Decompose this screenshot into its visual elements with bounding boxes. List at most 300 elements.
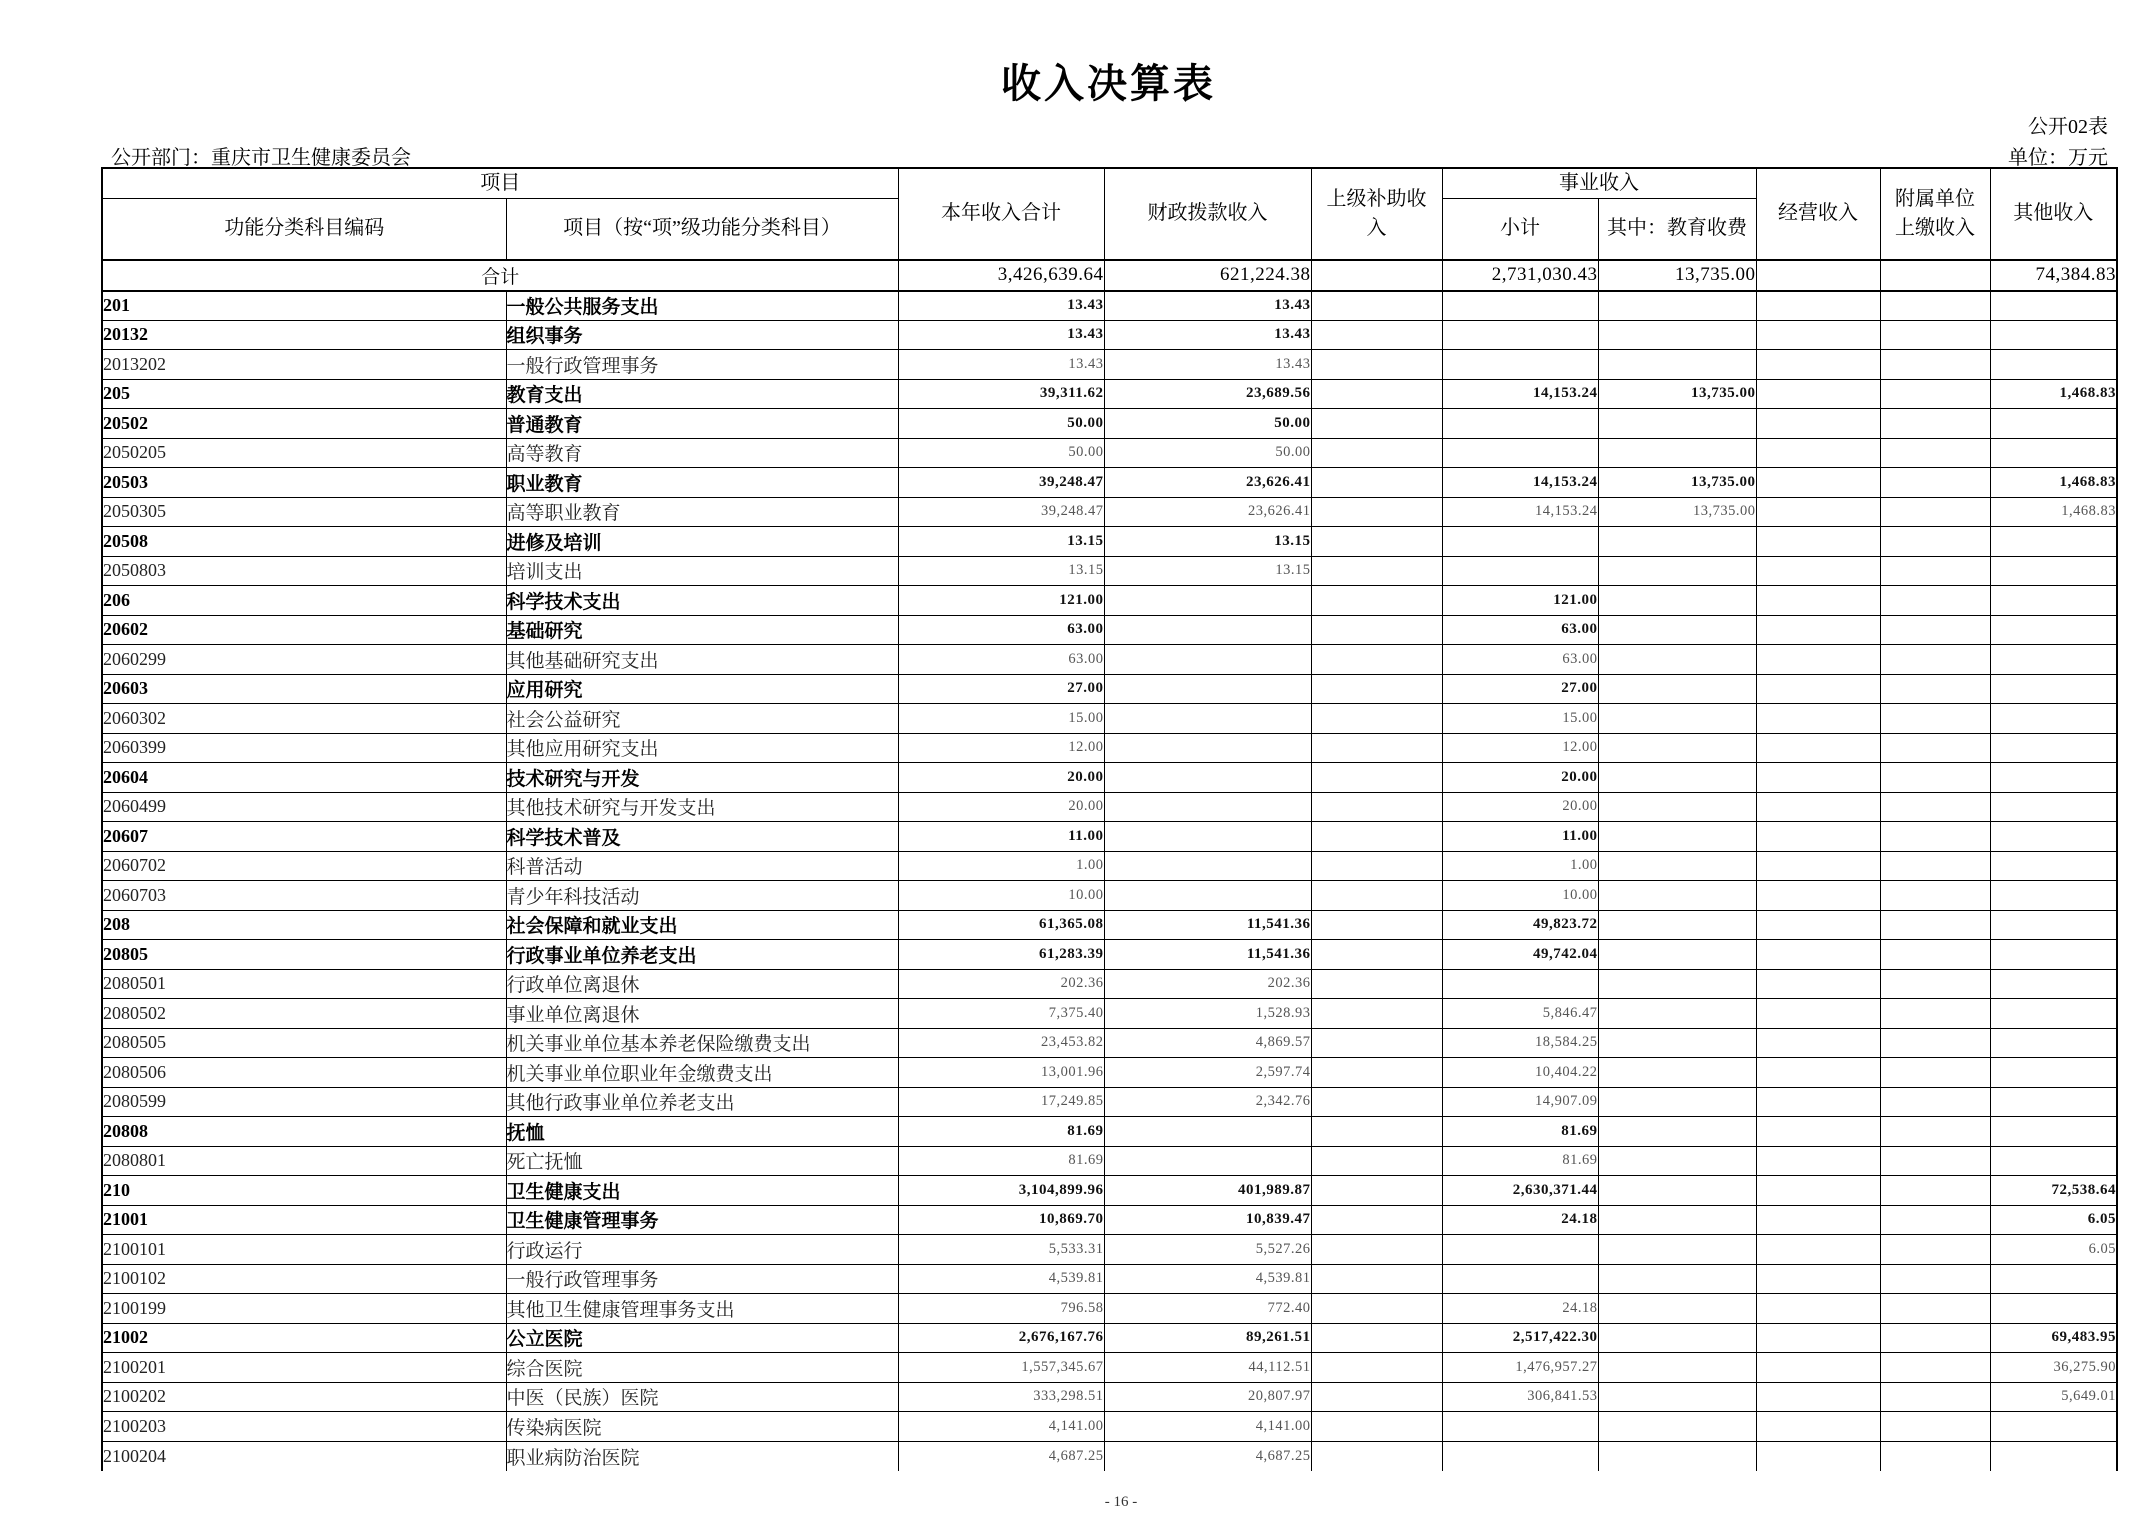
total-row bbox=[102, 260, 2117, 291]
total-income-cell: 333,298.51 bbox=[898, 1382, 1104, 1412]
name-cell: 公立医院 bbox=[506, 1323, 898, 1353]
education-fee-cell bbox=[1598, 851, 1756, 881]
table-row bbox=[102, 615, 2117, 645]
education-fee-cell bbox=[1598, 350, 1756, 380]
name-cell: 职业病防治医院 bbox=[506, 1441, 898, 1471]
operating-income-cell bbox=[1756, 1058, 1880, 1088]
affiliated-remittance-cell bbox=[1880, 438, 1990, 468]
total-income-cell: 61,365.08 bbox=[898, 910, 1104, 940]
table-row bbox=[102, 1441, 2117, 1471]
name-cell: 机关事业单位职业年金缴费支出 bbox=[506, 1058, 898, 1088]
fiscal-appropriation-cell: 10,839.47 bbox=[1104, 1205, 1311, 1235]
code-cell: 2050305 bbox=[102, 497, 506, 527]
superior-subsidy-cell bbox=[1311, 763, 1442, 793]
code-cell: 2080801 bbox=[102, 1146, 506, 1176]
code-cell: 2080502 bbox=[102, 999, 506, 1029]
operating-income-cell bbox=[1756, 1323, 1880, 1353]
affiliated-remittance-cell bbox=[1880, 586, 1990, 616]
total-income-cell: 121.00 bbox=[898, 586, 1104, 616]
fiscal-appropriation-cell: 50.00 bbox=[1104, 438, 1311, 468]
business-subtotal-cell: 306,841.53 bbox=[1442, 1382, 1598, 1412]
table-row bbox=[102, 586, 2117, 616]
name-cell: 科学技术普及 bbox=[506, 822, 898, 852]
affiliated-remittance-cell bbox=[1880, 291, 1990, 321]
header-superior-subsidy bbox=[1311, 168, 1442, 260]
operating-income-cell bbox=[1756, 556, 1880, 586]
affiliated-remittance-cell bbox=[1880, 645, 1990, 675]
business-subtotal-cell: 63.00 bbox=[1442, 645, 1598, 675]
education-fee-cell bbox=[1598, 1294, 1756, 1324]
total-income-cell: 39,248.47 bbox=[898, 497, 1104, 527]
code-cell: 2080599 bbox=[102, 1087, 506, 1117]
other-income-cell bbox=[1990, 940, 2117, 970]
superior-subsidy-cell bbox=[1311, 733, 1442, 763]
name-cell: 其他应用研究支出 bbox=[506, 733, 898, 763]
affiliated-remittance-cell bbox=[1880, 881, 1990, 911]
code-cell: 2050803 bbox=[102, 556, 506, 586]
total-income-cell: 27.00 bbox=[898, 674, 1104, 704]
education-fee-cell bbox=[1598, 910, 1756, 940]
header-item: 项目 bbox=[102, 168, 898, 199]
fiscal-appropriation-cell: 11,541.36 bbox=[1104, 910, 1311, 940]
table-header bbox=[102, 168, 2117, 260]
table-row bbox=[102, 645, 2117, 675]
total-income-cell: 81.69 bbox=[898, 1146, 1104, 1176]
other-income-cell bbox=[1990, 1294, 2117, 1324]
other-income-cell bbox=[1990, 350, 2117, 380]
name-cell: 其他基础研究支出 bbox=[506, 645, 898, 675]
business-subtotal-cell: 24.18 bbox=[1442, 1205, 1598, 1235]
table-row bbox=[102, 851, 2117, 881]
superior-subsidy-cell bbox=[1311, 1028, 1442, 1058]
total-income-cell: 81.69 bbox=[898, 1117, 1104, 1147]
code-cell: 2100201 bbox=[102, 1353, 506, 1383]
fiscal-appropriation-cell: 89,261.51 bbox=[1104, 1323, 1311, 1353]
code-cell: 205 bbox=[102, 379, 506, 409]
other-income-cell bbox=[1990, 999, 2117, 1029]
other-income-cell bbox=[1990, 1087, 2117, 1117]
operating-income-cell bbox=[1756, 1264, 1880, 1294]
table-row bbox=[102, 940, 2117, 970]
operating-income-cell bbox=[1756, 468, 1880, 498]
code-cell: 20607 bbox=[102, 822, 506, 852]
superior-subsidy-cell bbox=[1311, 1117, 1442, 1147]
affiliated-remittance-cell bbox=[1880, 320, 1990, 350]
other-income-cell bbox=[1990, 556, 2117, 586]
other-income-cell bbox=[1990, 1441, 2117, 1471]
table-row bbox=[102, 468, 2117, 498]
other-income-cell bbox=[1990, 645, 2117, 675]
superior-subsidy-cell bbox=[1311, 1294, 1442, 1324]
name-cell: 机关事业单位基本养老保险缴费支出 bbox=[506, 1028, 898, 1058]
education-fee-cell bbox=[1598, 586, 1756, 616]
fiscal-appropriation-cell: 44,112.51 bbox=[1104, 1353, 1311, 1383]
education-fee-cell bbox=[1598, 291, 1756, 321]
total-income-cell: 61,283.39 bbox=[898, 940, 1104, 970]
affiliated-remittance-cell bbox=[1880, 1294, 1990, 1324]
operating-income-cell bbox=[1756, 497, 1880, 527]
table-row bbox=[102, 999, 2117, 1029]
fiscal-appropriation-cell: 772.40 bbox=[1104, 1294, 1311, 1324]
education-fee-cell bbox=[1598, 1087, 1756, 1117]
operating-income-cell bbox=[1756, 409, 1880, 439]
total-income-cell: 1,557,345.67 bbox=[898, 1353, 1104, 1383]
business-subtotal-cell: 121.00 bbox=[1442, 586, 1598, 616]
name-cell: 青少年科技活动 bbox=[506, 881, 898, 911]
name-cell: 社会保障和就业支出 bbox=[506, 910, 898, 940]
business-subtotal-cell: 18,584.25 bbox=[1442, 1028, 1598, 1058]
header-education-fee: 其中：教育收费 bbox=[1598, 199, 1756, 260]
fiscal-appropriation-cell bbox=[1104, 645, 1311, 675]
superior-subsidy-cell bbox=[1311, 851, 1442, 881]
business-subtotal-cell: 1.00 bbox=[1442, 851, 1598, 881]
superior-subsidy-cell bbox=[1311, 969, 1442, 999]
superior-subsidy-cell bbox=[1311, 881, 1442, 911]
total-income-cell: 10.00 bbox=[898, 881, 1104, 911]
code-cell: 21002 bbox=[102, 1323, 506, 1353]
affiliated-remittance-cell bbox=[1880, 1353, 1990, 1383]
name-cell: 高等教育 bbox=[506, 438, 898, 468]
fiscal-appropriation-cell: 1,528.93 bbox=[1104, 999, 1311, 1029]
superior-subsidy-cell bbox=[1311, 291, 1442, 321]
code-cell: 2100203 bbox=[102, 1412, 506, 1442]
business-subtotal-cell bbox=[1442, 320, 1598, 350]
superior-subsidy-cell bbox=[1311, 910, 1442, 940]
table-row bbox=[102, 1205, 2117, 1235]
total-income-cell: 39,311.62 bbox=[898, 379, 1104, 409]
table-body bbox=[102, 291, 2117, 1471]
page-number: - 16 - bbox=[1104, 1494, 1138, 1510]
total-income-cell: 13.15 bbox=[898, 556, 1104, 586]
header-total-income: 本年收入合计 bbox=[898, 168, 1104, 260]
name-cell: 其他行政事业单位养老支出 bbox=[506, 1087, 898, 1117]
code-cell: 2060703 bbox=[102, 881, 506, 911]
name-cell: 一般公共服务支出 bbox=[506, 291, 898, 321]
fiscal-appropriation-cell bbox=[1104, 792, 1311, 822]
business-subtotal-cell: 5,846.47 bbox=[1442, 999, 1598, 1029]
education-fee-cell: 13,735.00 bbox=[1598, 497, 1756, 527]
header-business-subtotal: 小计 bbox=[1442, 199, 1598, 260]
total-income-cell: 12.00 bbox=[898, 733, 1104, 763]
education-fee-cell bbox=[1598, 704, 1756, 734]
total-income-cell: 3,104,899.96 bbox=[898, 1176, 1104, 1206]
code-cell: 2013202 bbox=[102, 350, 506, 380]
name-cell: 行政运行 bbox=[506, 1235, 898, 1265]
business-subtotal-cell: 63.00 bbox=[1442, 615, 1598, 645]
other-income-cell bbox=[1990, 438, 2117, 468]
education-fee-cell bbox=[1598, 1323, 1756, 1353]
header-affiliated-remittance bbox=[1880, 168, 1990, 260]
superior-subsidy-cell bbox=[1311, 1353, 1442, 1383]
business-subtotal-cell bbox=[1442, 438, 1598, 468]
education-fee-cell bbox=[1598, 1205, 1756, 1235]
operating-income-cell bbox=[1756, 763, 1880, 793]
education-fee-cell bbox=[1598, 1117, 1756, 1147]
code-cell: 20604 bbox=[102, 763, 506, 793]
affiliated-remittance-cell bbox=[1880, 260, 1990, 291]
education-fee-cell bbox=[1598, 1441, 1756, 1471]
business-subtotal-cell bbox=[1442, 1441, 1598, 1471]
affiliated-remittance-cell bbox=[1880, 822, 1990, 852]
operating-income-cell bbox=[1756, 1441, 1880, 1471]
operating-income-cell bbox=[1756, 733, 1880, 763]
other-income-cell bbox=[1990, 881, 2117, 911]
superior-subsidy-cell bbox=[1311, 999, 1442, 1029]
business-subtotal-cell: 81.69 bbox=[1442, 1117, 1598, 1147]
affiliated-remittance-cell bbox=[1880, 1028, 1990, 1058]
operating-income-cell bbox=[1756, 910, 1880, 940]
total-income-cell: 13.43 bbox=[898, 320, 1104, 350]
business-subtotal-cell: 15.00 bbox=[1442, 704, 1598, 734]
affiliated-remittance-cell bbox=[1880, 733, 1990, 763]
fiscal-appropriation-cell: 401,989.87 bbox=[1104, 1176, 1311, 1206]
total-income-cell: 39,248.47 bbox=[898, 468, 1104, 498]
affiliated-remittance-cell bbox=[1880, 1264, 1990, 1294]
operating-income-cell bbox=[1756, 674, 1880, 704]
fiscal-appropriation-cell bbox=[1104, 704, 1311, 734]
name-cell: 一般行政管理事务 bbox=[506, 1264, 898, 1294]
name-cell: 其他技术研究与开发支出 bbox=[506, 792, 898, 822]
superior-subsidy-cell bbox=[1311, 497, 1442, 527]
header-code: 功能分类科目编码 bbox=[102, 199, 506, 260]
other-income-cell: 6.05 bbox=[1990, 1235, 2117, 1265]
other-income-cell bbox=[1990, 969, 2117, 999]
operating-income-cell bbox=[1756, 822, 1880, 852]
total-label: 合计 bbox=[102, 260, 898, 291]
other-income-cell: 1,468.83 bbox=[1990, 497, 2117, 527]
name-cell: 高等职业教育 bbox=[506, 497, 898, 527]
table-row bbox=[102, 1382, 2117, 1412]
name-cell: 科普活动 bbox=[506, 851, 898, 881]
header-name: 项目（按“项”级功能分类科目） bbox=[506, 199, 898, 260]
fiscal-appropriation-cell: 11,541.36 bbox=[1104, 940, 1311, 970]
affiliated-remittance-cell bbox=[1880, 763, 1990, 793]
affiliated-remittance-cell bbox=[1880, 674, 1990, 704]
other-income-cell bbox=[1990, 1117, 2117, 1147]
affiliated-remittance-cell bbox=[1880, 1323, 1990, 1353]
header-other-income: 其他收入 bbox=[1990, 168, 2117, 260]
education-fee-cell bbox=[1598, 822, 1756, 852]
name-cell: 事业单位离退休 bbox=[506, 999, 898, 1029]
table-row bbox=[102, 910, 2117, 940]
header-fiscal-appropriation: 财政拨款收入 bbox=[1104, 168, 1311, 260]
other-income-cell bbox=[1990, 851, 2117, 881]
superior-subsidy-cell bbox=[1311, 1412, 1442, 1442]
total-income-cell: 15.00 bbox=[898, 704, 1104, 734]
fiscal-appropriation-cell: 4,687.25 bbox=[1104, 1441, 1311, 1471]
fiscal-appropriation-cell: 13.15 bbox=[1104, 556, 1311, 586]
table-row bbox=[102, 1176, 2117, 1206]
fiscal-appropriation-cell bbox=[1104, 1146, 1311, 1176]
superior-subsidy-cell bbox=[1311, 1382, 1442, 1412]
fiscal-appropriation-cell bbox=[1104, 586, 1311, 616]
superior-subsidy-cell bbox=[1311, 1441, 1442, 1471]
code-cell: 21001 bbox=[102, 1205, 506, 1235]
other-income-cell bbox=[1990, 409, 2117, 439]
name-cell: 行政单位离退休 bbox=[506, 969, 898, 999]
business-subtotal-cell: 49,823.72 bbox=[1442, 910, 1598, 940]
name-cell: 进修及培训 bbox=[506, 527, 898, 557]
fiscal-appropriation-cell bbox=[1104, 851, 1311, 881]
total-income-cell: 50.00 bbox=[898, 438, 1104, 468]
affiliated-remittance-cell bbox=[1880, 1058, 1990, 1088]
table-row bbox=[102, 1146, 2117, 1176]
table-row bbox=[102, 379, 2117, 409]
operating-income-cell bbox=[1756, 940, 1880, 970]
superior-subsidy-cell bbox=[1311, 468, 1442, 498]
affiliated-remittance-cell bbox=[1880, 1087, 1990, 1117]
business-subtotal-cell: 2,630,371.44 bbox=[1442, 1176, 1598, 1206]
education-fee-cell bbox=[1598, 1058, 1756, 1088]
name-cell: 应用研究 bbox=[506, 674, 898, 704]
affiliated-remittance-cell bbox=[1880, 1176, 1990, 1206]
table-row bbox=[102, 1235, 2117, 1265]
name-cell: 死亡抚恤 bbox=[506, 1146, 898, 1176]
code-cell: 2080506 bbox=[102, 1058, 506, 1088]
affiliated-remittance-cell bbox=[1880, 940, 1990, 970]
fiscal-appropriation-cell: 2,342.76 bbox=[1104, 1087, 1311, 1117]
education-fee-cell bbox=[1598, 320, 1756, 350]
superior-subsidy-cell bbox=[1311, 1176, 1442, 1206]
education-fee-cell bbox=[1598, 763, 1756, 793]
other-income-cell: 74,384.83 bbox=[1990, 260, 2117, 291]
total-income-cell: 20.00 bbox=[898, 792, 1104, 822]
affiliated-remittance-cell bbox=[1880, 969, 1990, 999]
education-fee-cell bbox=[1598, 1146, 1756, 1176]
business-subtotal-cell: 20.00 bbox=[1442, 792, 1598, 822]
education-fee-cell bbox=[1598, 1353, 1756, 1383]
name-cell: 技术研究与开发 bbox=[506, 763, 898, 793]
fiscal-appropriation-cell bbox=[1104, 822, 1311, 852]
operating-income-cell bbox=[1756, 1205, 1880, 1235]
name-cell: 行政事业单位养老支出 bbox=[506, 940, 898, 970]
unit-label: 单位：万元 bbox=[2008, 147, 2108, 169]
other-income-cell bbox=[1990, 1146, 2117, 1176]
other-income-cell: 1,468.83 bbox=[1990, 468, 2117, 498]
operating-income-cell bbox=[1756, 969, 1880, 999]
other-income-cell bbox=[1990, 674, 2117, 704]
operating-income-cell bbox=[1756, 1087, 1880, 1117]
operating-income-cell bbox=[1756, 1353, 1880, 1383]
business-subtotal-cell: 10,404.22 bbox=[1442, 1058, 1598, 1088]
operating-income-cell bbox=[1756, 645, 1880, 675]
superior-subsidy-cell bbox=[1311, 1058, 1442, 1088]
fiscal-appropriation-cell bbox=[1104, 733, 1311, 763]
other-income-cell: 69,483.95 bbox=[1990, 1323, 2117, 1353]
fiscal-appropriation-cell: 4,141.00 bbox=[1104, 1412, 1311, 1442]
education-fee-cell bbox=[1598, 999, 1756, 1029]
other-income-cell: 36,275.90 bbox=[1990, 1353, 2117, 1383]
education-fee-cell bbox=[1598, 733, 1756, 763]
fiscal-appropriation-cell: 13.43 bbox=[1104, 320, 1311, 350]
business-subtotal-cell: 14,153.24 bbox=[1442, 468, 1598, 498]
table-row bbox=[102, 291, 2117, 321]
total-income-cell: 13,001.96 bbox=[898, 1058, 1104, 1088]
total-income-cell: 17,249.85 bbox=[898, 1087, 1104, 1117]
business-subtotal-cell: 27.00 bbox=[1442, 674, 1598, 704]
table-row bbox=[102, 527, 2117, 557]
education-fee-cell bbox=[1598, 792, 1756, 822]
total-income-cell: 4,141.00 bbox=[898, 1412, 1104, 1442]
affiliated-remittance-cell bbox=[1880, 1205, 1990, 1235]
business-subtotal-cell: 20.00 bbox=[1442, 763, 1598, 793]
total-income-cell: 5,533.31 bbox=[898, 1235, 1104, 1265]
fiscal-appropriation-cell: 13.43 bbox=[1104, 350, 1311, 380]
other-income-cell: 5,649.01 bbox=[1990, 1382, 2117, 1412]
fiscal-appropriation-cell: 621,224.38 bbox=[1104, 260, 1311, 291]
name-cell: 一般行政管理事务 bbox=[506, 350, 898, 380]
total-income-cell: 23,453.82 bbox=[898, 1028, 1104, 1058]
fiscal-appropriation-cell: 5,527.26 bbox=[1104, 1235, 1311, 1265]
business-subtotal-cell: 12.00 bbox=[1442, 733, 1598, 763]
code-cell: 2100199 bbox=[102, 1294, 506, 1324]
affiliated-remittance-cell bbox=[1880, 1235, 1990, 1265]
table-row bbox=[102, 497, 2117, 527]
other-income-cell bbox=[1990, 1028, 2117, 1058]
affiliated-remittance-cell bbox=[1880, 1412, 1990, 1442]
superior-subsidy-cell bbox=[1311, 1205, 1442, 1235]
code-cell: 20132 bbox=[102, 320, 506, 350]
affiliated-remittance-cell bbox=[1880, 350, 1990, 380]
superior-subsidy-cell bbox=[1311, 1323, 1442, 1353]
operating-income-cell bbox=[1756, 1382, 1880, 1412]
superior-subsidy-cell bbox=[1311, 1235, 1442, 1265]
superior-subsidy-cell bbox=[1311, 822, 1442, 852]
business-subtotal-cell: 2,731,030.43 bbox=[1442, 260, 1598, 291]
superior-subsidy-cell bbox=[1311, 615, 1442, 645]
code-cell: 2100202 bbox=[102, 1382, 506, 1412]
table-row bbox=[102, 320, 2117, 350]
education-fee-cell bbox=[1598, 1235, 1756, 1265]
affiliated-remittance-cell bbox=[1880, 615, 1990, 645]
code-cell: 2100102 bbox=[102, 1264, 506, 1294]
other-income-cell: 1,468.83 bbox=[1990, 379, 2117, 409]
fiscal-appropriation-cell: 4,869.57 bbox=[1104, 1028, 1311, 1058]
total-income-cell: 13.15 bbox=[898, 527, 1104, 557]
operating-income-cell bbox=[1756, 1117, 1880, 1147]
fiscal-appropriation-cell: 4,539.81 bbox=[1104, 1264, 1311, 1294]
total-section bbox=[102, 260, 2117, 291]
other-income-cell bbox=[1990, 733, 2117, 763]
name-cell: 综合医院 bbox=[506, 1353, 898, 1383]
education-fee-cell: 13,735.00 bbox=[1598, 260, 1756, 291]
header-superior-subsidy-label: 上级补助收入 bbox=[1326, 187, 1427, 239]
fiscal-appropriation-cell: 13.15 bbox=[1104, 527, 1311, 557]
fiscal-appropriation-cell bbox=[1104, 881, 1311, 911]
code-cell: 20508 bbox=[102, 527, 506, 557]
affiliated-remittance-cell bbox=[1880, 851, 1990, 881]
superior-subsidy-cell bbox=[1311, 1264, 1442, 1294]
operating-income-cell bbox=[1756, 350, 1880, 380]
code-cell: 208 bbox=[102, 910, 506, 940]
fiscal-appropriation-cell: 50.00 bbox=[1104, 409, 1311, 439]
table-row bbox=[102, 704, 2117, 734]
education-fee-cell bbox=[1598, 438, 1756, 468]
affiliated-remittance-cell bbox=[1880, 1382, 1990, 1412]
superior-subsidy-cell bbox=[1311, 556, 1442, 586]
business-subtotal-cell: 49,742.04 bbox=[1442, 940, 1598, 970]
education-fee-cell bbox=[1598, 1264, 1756, 1294]
other-income-cell bbox=[1990, 527, 2117, 557]
business-subtotal-cell bbox=[1442, 527, 1598, 557]
code-cell: 2060702 bbox=[102, 851, 506, 881]
education-fee-cell bbox=[1598, 881, 1756, 911]
other-income-cell bbox=[1990, 1264, 2117, 1294]
operating-income-cell bbox=[1756, 1146, 1880, 1176]
income-statement-table bbox=[101, 167, 2118, 1471]
operating-income-cell bbox=[1756, 379, 1880, 409]
other-income-cell: 6.05 bbox=[1990, 1205, 2117, 1235]
